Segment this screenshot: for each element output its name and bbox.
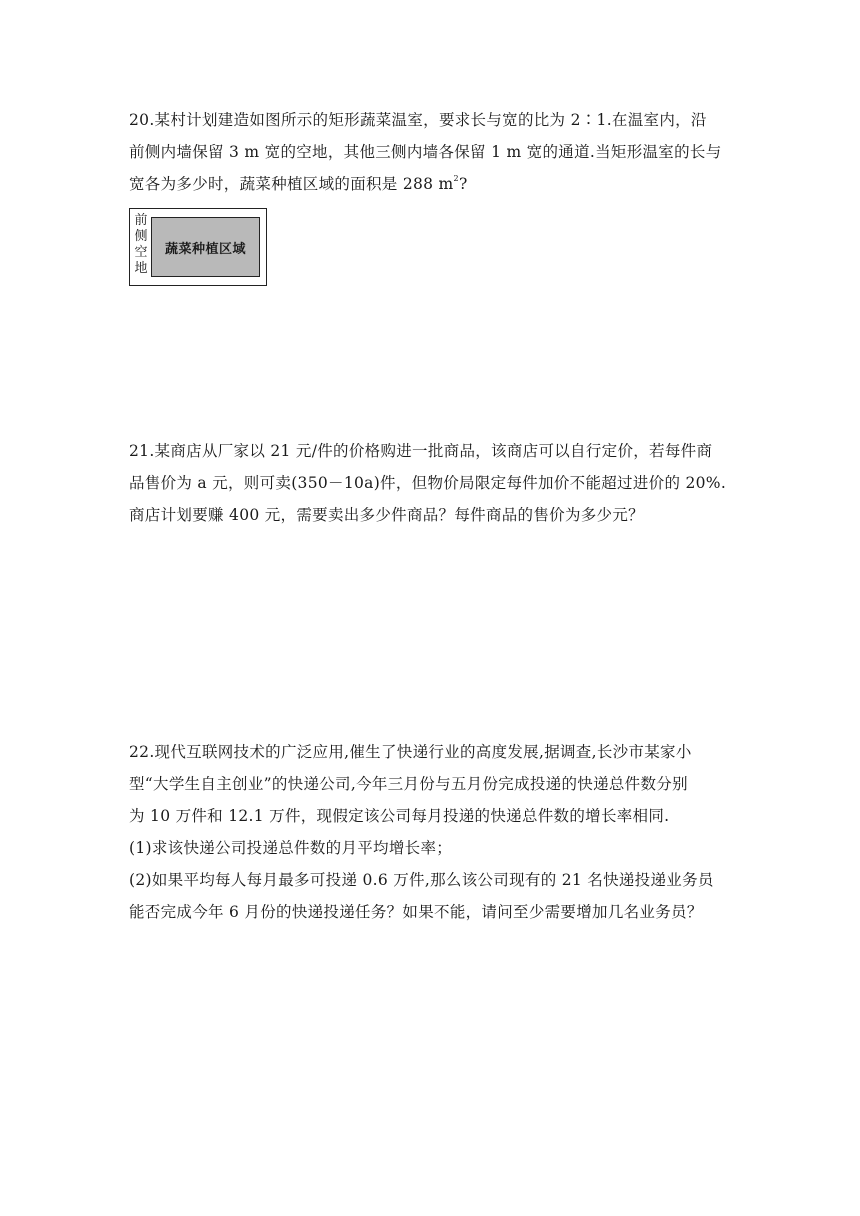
problem-21-line-2: 品售价为 a 元，则可卖(350－10a)件，但物价局限定每件加价不能超过进价的 20%. [129,474,727,492]
front-space-char-1: 前 [134,213,148,228]
problem-20-line-3-end: ? [458,175,468,193]
problem-20-line-1: 20.某村计划建造如图所示的矩形蔬菜温室，要求长与宽的比为 2∶1.在温室内，沿 [129,111,707,129]
problem-22-line-3: 为 10 万件和 12.1 万件，现假定该公司每月投递的快递总件数的增长率相同. [129,807,670,825]
planting-area [151,217,260,277]
problem-20-text [129,104,779,200]
problem-21-line-1: 21.某商店从厂家以 21 元/件的价格购进一批商品，该商店可以自行定价，若每件商 [129,442,713,460]
front-space-label [132,213,150,277]
problem-21-line-3: 商店计划要赚 400 元，需要卖出多少件商品？每件商品的售价为多少元？ [129,506,644,524]
problem-20 [129,104,779,200]
problem-22 [129,736,779,928]
front-space-char-4: 地 [134,261,148,276]
problem-21 [129,435,779,531]
problem-22-question-2-cont: 能否完成今年 6 月份的快递投递任务？如果不能，请问至少需要增加几名业务员？ [129,903,703,921]
problem-21-text [129,435,779,531]
problem-22-question-2: (2)如果平均每人每月最多可投递 0.6 万件,那么该公司现有的 21 名快递投递业务员 [129,871,714,889]
problem-20-line-2: 前侧内墙保留 3 m 宽的空地，其他三侧内墙各保留 1 m 宽的通道.当矩形温室的长与 [129,143,722,161]
greenhouse-diagram [129,208,267,286]
problem-20-line-3 [129,168,779,200]
front-space-char-3: 空 [134,245,148,260]
problem-20-line-3-main: 宽各为多少时，蔬菜种植区域的面积是 288 m [129,175,454,193]
problem-22-line-1: 22.现代互联网技术的广泛应用,催生了快递行业的高度发展,据调查,长沙市某家小 [129,743,692,761]
superscript-2: 2 [453,174,459,183]
problem-22-line-2: 型“大学生自主创业”的快递公司,今年三月份与五月份完成投递的快递总件数分别 [129,775,688,793]
problem-22-question-1: (1)求该快递公司投递总件数的月平均增长率； [129,839,453,857]
planting-area-label: 蔬菜种植区域 [164,241,246,257]
front-space-char-2: 侧 [134,229,148,244]
problem-22-text [129,736,779,928]
